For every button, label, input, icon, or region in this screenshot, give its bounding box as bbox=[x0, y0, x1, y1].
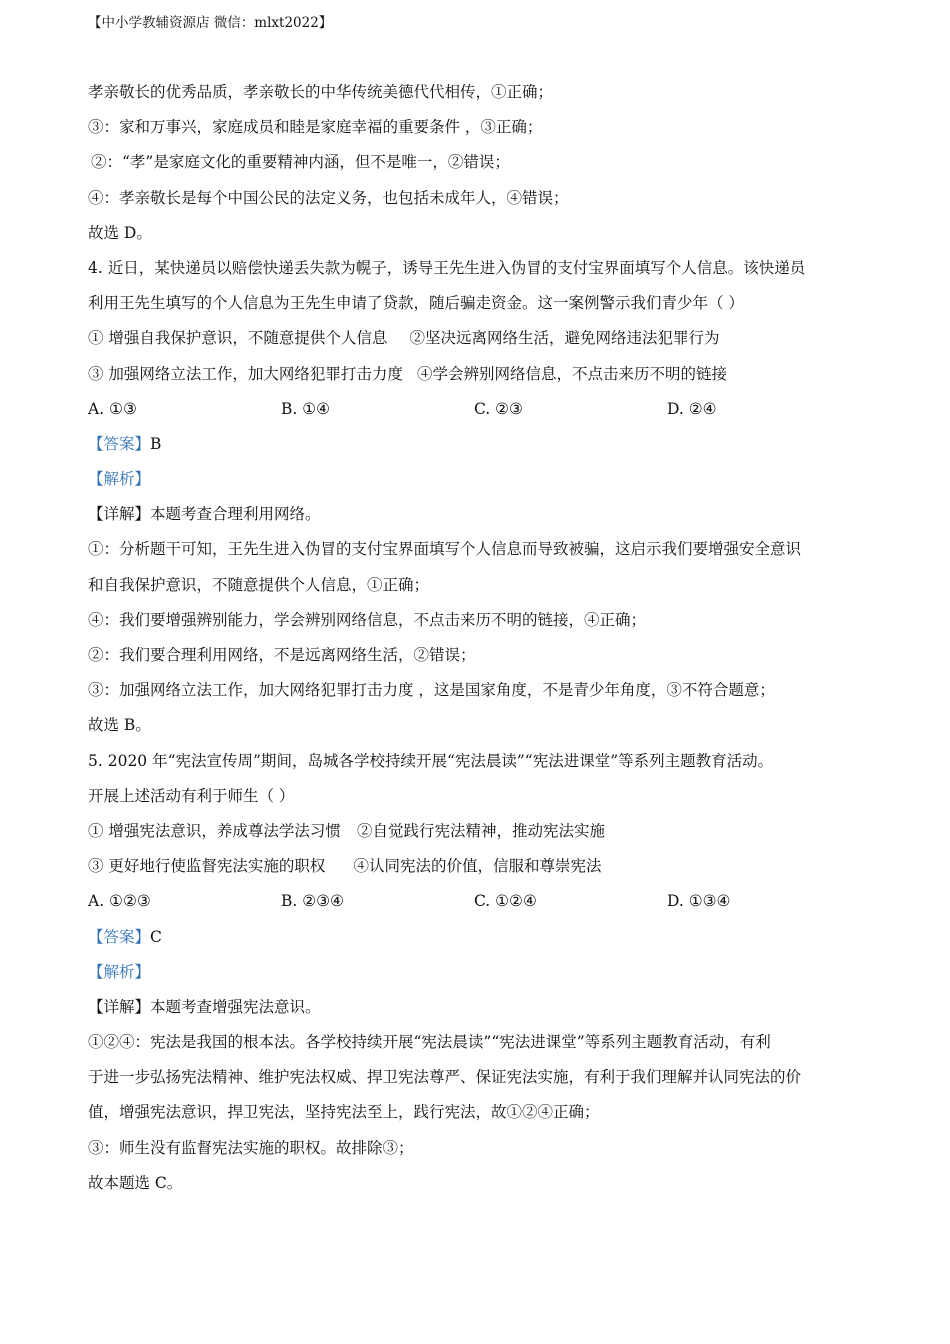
explanation-line: 故本题选 C。 bbox=[88, 1173, 183, 1192]
explanation-line: ①：分析题干可知，王先生进入伪冒的支付宝界面填写个人信息而导致被骗，这启示我们要增强安全意识 bbox=[88, 540, 802, 559]
detail-intro: 本题考查增强宪法意识。 bbox=[150, 997, 321, 1016]
choice-statement: ① 增强宪法意识，养成尊法学法习惯 bbox=[88, 821, 341, 840]
text-line: ②：“孝”是家庭文化的重要精神内涵，但不是唯一，②错误； bbox=[91, 153, 510, 172]
question-5-choices-row bbox=[88, 849, 860, 884]
choice-statement: ②坚决远离网络生活，避免网络违法犯罪行为 bbox=[409, 329, 720, 348]
explanation-line: 值，增强宪法意识，捍卫宪法，坚持宪法至上，践行宪法，故①②④正确； bbox=[88, 1103, 600, 1122]
option-c: C. ①②④ bbox=[474, 892, 537, 911]
explanation-line: ③：师生没有监督宪法实施的职权。故排除③； bbox=[88, 1138, 414, 1157]
question-4-stem: 4. 近日，某快递员以赔偿快递丢失款为幌子，诱导王先生进入伪冒的支付宝界面填写个人信息。该快递员 bbox=[88, 258, 806, 277]
question-5-stem: 5. 2020 年“宪法宣传周”期间，岛城各学校持续开展“宪法晨读”“宪法进课堂”等系列主题教育活动。 bbox=[88, 751, 774, 770]
analysis-line bbox=[88, 462, 860, 497]
answer-value: B bbox=[150, 434, 162, 453]
choice-statement: ③ 更好地行使监督宪法实施的职权 bbox=[88, 857, 326, 876]
answer-line bbox=[88, 920, 860, 955]
choice-statement: ① 增强自我保护意识，不随意提供个人信息 bbox=[88, 329, 388, 348]
detail-intro: 本题考查合理利用网络。 bbox=[150, 505, 321, 524]
option-a: A. ①③ bbox=[88, 399, 137, 418]
answer-tag: 【答案】 bbox=[88, 434, 151, 453]
explanation-line: 和自我保护意识，不随意提供个人信息，①正确； bbox=[88, 575, 430, 594]
question-5-options bbox=[88, 884, 860, 919]
text-line: ③：家和万事兴，家庭成员和睦是家庭幸福的重要条件 ，③正确； bbox=[88, 118, 543, 137]
explanation-line: ①②④：宪法是我国的根本法。各学校持续开展“宪法晨读”“宪法进课堂”等系列主题教育活动，有利 bbox=[88, 1033, 771, 1052]
option-d: D. ②④ bbox=[667, 399, 717, 418]
analysis-line bbox=[88, 955, 860, 990]
choice-statement: ④学会辨别网络信息，不点击来历不明的链接 bbox=[416, 364, 727, 383]
detail-tag: 【详解】 bbox=[88, 997, 151, 1016]
question-4-options bbox=[88, 392, 860, 427]
question-4-stem: 利用王先生填写的个人信息为王先生申请了贷款，随后骗走资金。这一案例警示我们青少年（ ） bbox=[88, 294, 744, 313]
question-4-choices-row bbox=[88, 321, 860, 356]
detail-line bbox=[88, 497, 860, 532]
explanation-line: ②：我们要合理利用网络，不是远离网络生活，②错误； bbox=[88, 646, 476, 664]
explanation-line: 于进一步弘扬宪法精神、维护宪法权威、捍卫宪法尊严、保证宪法实施，有利于我们理解并认同宪法的价 bbox=[88, 1068, 802, 1087]
page-header: 【中小学教辅资源店 微信：mlxt2022】 bbox=[88, 15, 333, 31]
question-4-choices-row bbox=[88, 357, 860, 392]
answer-value: C bbox=[150, 927, 162, 946]
text-line: 孝亲敬长的优秀品质，孝亲敬长的中华传统美德代代相传，①正确； bbox=[88, 83, 554, 101]
choice-statement: ②自觉践行宪法精神，推动宪法实施 bbox=[356, 821, 605, 840]
text-line: ④：孝亲敬长是每个中国公民的法定义务，也包括未成年人，④错误； bbox=[88, 188, 569, 207]
text-line: 故选 D。 bbox=[88, 223, 152, 242]
option-d: D. ①③④ bbox=[667, 892, 731, 911]
option-c: C. ②③ bbox=[474, 399, 523, 418]
explanation-line: ④：我们要增强辨别能力，学会辨别网络信息，不点击来历不明的链接，④正确； bbox=[88, 610, 647, 629]
choice-statement: ④认同宪法的价值，信服和尊崇宪法 bbox=[353, 857, 602, 876]
question-5-stem: 开展上述活动有利于师生（ ） bbox=[88, 786, 295, 805]
answer-tag: 【答案】 bbox=[88, 927, 151, 946]
choice-statement: ③ 加强网络立法工作，加大网络犯罪打击力度 bbox=[88, 364, 403, 383]
answer-line bbox=[88, 427, 860, 462]
option-b: B. ②③④ bbox=[281, 892, 344, 911]
document-body bbox=[88, 75, 860, 1201]
explanation-line: 故选 B。 bbox=[88, 716, 151, 735]
question-5-choices-row bbox=[88, 814, 860, 849]
option-b: B. ①④ bbox=[281, 399, 331, 418]
option-a: A. ①②③ bbox=[88, 892, 151, 911]
analysis-tag: 【解析】 bbox=[88, 470, 151, 489]
analysis-tag: 【解析】 bbox=[88, 962, 151, 981]
detail-line bbox=[88, 990, 860, 1025]
detail-tag: 【详解】 bbox=[88, 505, 151, 524]
explanation-line: ③：加强网络立法工作，加大网络犯罪打击力度 ，这是国家角度，不是青少年角度，③不符合题意； bbox=[88, 681, 775, 700]
